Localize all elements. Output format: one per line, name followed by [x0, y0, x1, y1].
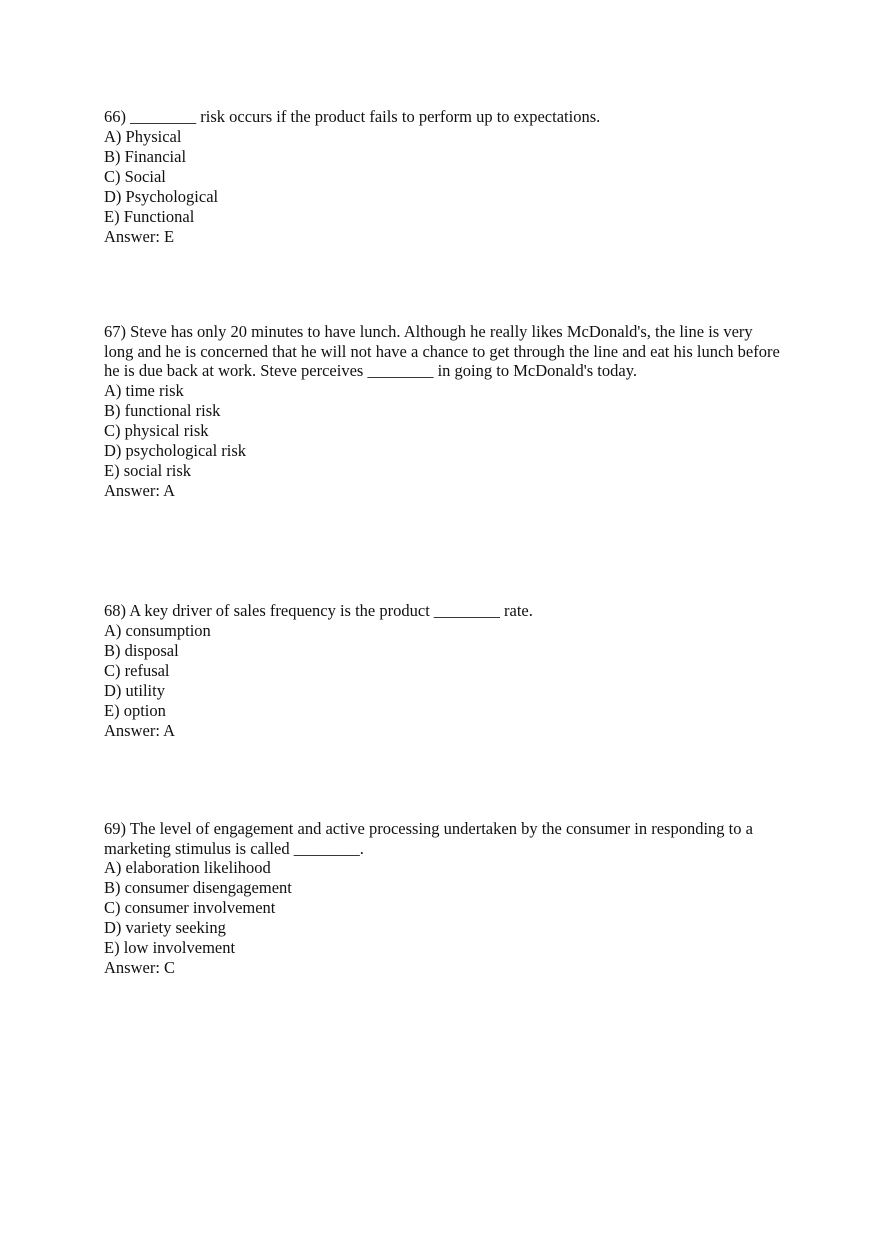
question-text: 68) A key driver of sales frequency is the product ________ rate.	[104, 601, 533, 620]
option-c: C) physical risk	[104, 420, 209, 440]
option-a: A) time risk	[104, 380, 184, 400]
answer: Answer: A	[104, 720, 176, 740]
option-c: C) Social	[104, 166, 166, 186]
option-d: D) utility	[104, 680, 165, 700]
answer: Answer: A	[104, 480, 176, 500]
option-a: A) elaboration likelihood	[104, 858, 271, 877]
option-e: E) Functional	[104, 206, 195, 226]
question-69	[104, 819, 784, 978]
option-a: A) Physical	[104, 126, 182, 146]
answer: Answer: E	[104, 226, 175, 246]
question-68	[104, 601, 784, 741]
option-b: B) Financial	[104, 146, 187, 166]
option-b: B) consumer disengagement	[104, 878, 292, 897]
option-c: C) consumer involvement	[104, 898, 276, 917]
option-d: D) Psychological	[104, 186, 219, 206]
option-c: C) refusal	[104, 660, 170, 680]
option-a: A) consumption	[104, 620, 211, 640]
question-text: 67) Steve has only 20 minutes to have lunch. Although he really likes McDonald's, the line is very long and he is concerned that he will not have a chance to get through the line and eat his lunch before he is due back at work. Steve perceives ________ in going to McDonald's today.	[104, 322, 780, 380]
option-b: B) functional risk	[104, 400, 221, 420]
question-67	[104, 322, 784, 501]
question-66	[104, 107, 784, 247]
option-d: D) variety seeking	[104, 918, 226, 937]
option-d: D) psychological risk	[104, 440, 247, 460]
option-e: E) social risk	[104, 460, 192, 480]
question-text: 66) ________ risk occurs if the product fails to perform up to expectations.	[104, 107, 601, 126]
question-text: 69) The level of engagement and active processing undertaken by the consumer in responding to a marketing stimulus is called ________.	[104, 819, 753, 858]
option-e: E) option	[104, 700, 166, 720]
answer: Answer: C	[104, 958, 176, 977]
option-b: B) disposal	[104, 640, 179, 660]
option-e: E) low involvement	[104, 938, 236, 957]
